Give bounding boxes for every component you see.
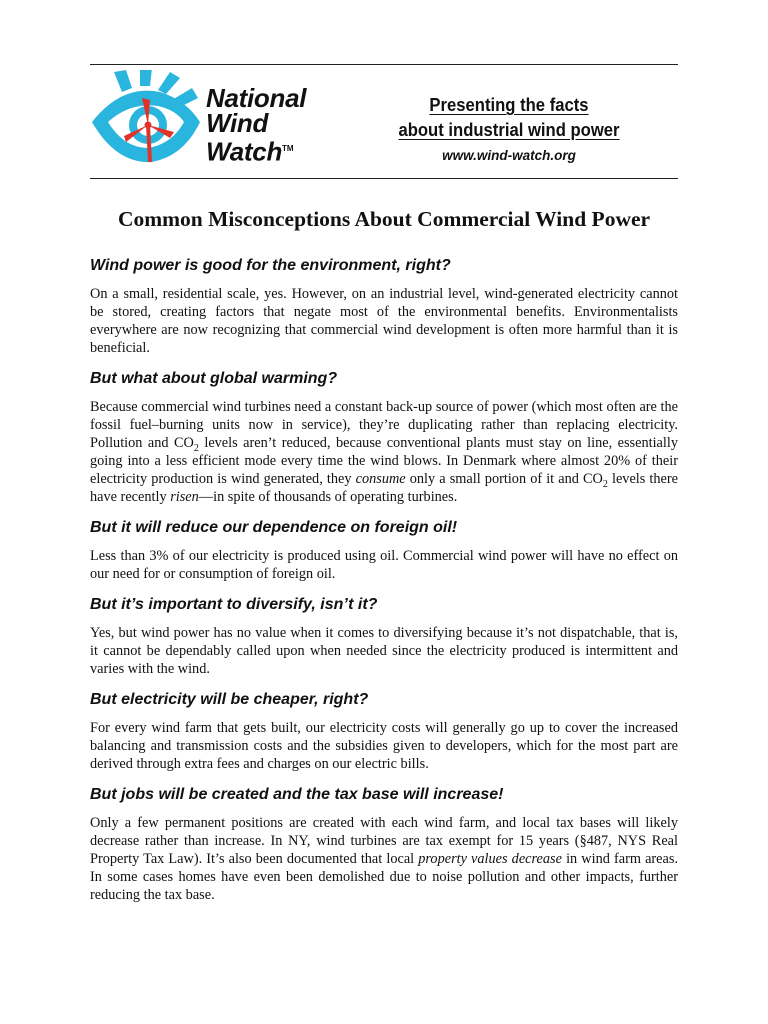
website-url: www.wind-watch.org — [442, 148, 576, 163]
question-foreign-oil: But it will reduce our dependence on foreign oil! — [90, 519, 458, 536]
answer-text: Only a few permanent positions are created with each wind farm, and local tax bases will likely decrease rather than increase. In NY, wind turbines are tax exempt for 15 years (§487, NYS Real Property Tax Law). It’s also been documented that local — [90, 815, 678, 867]
question-environment: Wind power is good for the environment, right? — [90, 257, 451, 274]
question-jobs-tax-base: But jobs will be created and the tax base will increase! — [90, 786, 504, 803]
tagline-line-1: Presenting the facts — [429, 94, 589, 115]
answer-text: in wind farm areas. In some cases homes have even been demolished due to noise pollution and other impacts, further reducing the tax base. — [90, 851, 679, 903]
brand-line-wind: Wind — [206, 108, 269, 138]
answer-text: —in spite of thousands of operating turbines. — [198, 489, 458, 505]
header-tagline — [368, 92, 650, 163]
answer-foreign-oil: Less than 3% of our electricity is produced using oil. Commercial wind power will have no effect on our need for or consumption of foreign oil. — [90, 548, 678, 582]
national-wind-watch-logo — [88, 70, 328, 174]
answer-global-warming — [90, 398, 678, 506]
question-diversify: But it’s important to diversify, isn’t it? — [90, 596, 378, 613]
question-cheaper-electricity: But electricity will be cheaper, right? — [90, 691, 369, 708]
brand-line-national: National — [206, 83, 307, 113]
answer-text: levels there have recently — [90, 471, 679, 505]
question-global-warming: But what about global warming? — [90, 370, 338, 387]
answer-text: levels aren’t reduced, because conventional plants must stay on line, essentially going into a less efficient mode every time the wind blows. In Denmark where almost 20% of their electricity production is wind generated, they — [90, 435, 678, 487]
faq-content — [90, 256, 678, 916]
co2-subscript: 2 — [193, 442, 199, 454]
answer-jobs-tax-base — [90, 814, 678, 904]
emphasis-consume: consume — [355, 471, 406, 487]
eye-turbine-logo-icon — [88, 70, 208, 174]
brand-name — [206, 83, 307, 167]
header-top-rule — [90, 64, 678, 65]
trademark-mark: TM — [282, 144, 294, 153]
answer-environment: On a small, residential scale, yes. However, on an industrial level, wind-generated electricity cannot be stored, creating factors that negate most of the environmental benefits. Environmentalists everywhere are now recognizing that commercial wind development is often more harmful than it is beneficial. — [90, 286, 678, 356]
brand-line-watch — [206, 136, 306, 165]
page-title: Common Misconceptions About Commercial Wind Power — [117, 207, 651, 231]
header-bottom-rule — [90, 178, 678, 179]
answer-cheaper-electricity: For every wind farm that gets built, our electricity costs will generally go up to cover the increased balancing and transmission costs and the subsidies given to developers, which for the most part are derived through extra fees and charges on our electric bills. — [90, 720, 678, 772]
tagline-line-2: about industrial wind power — [398, 119, 620, 140]
answer-diversify: Yes, but wind power has no value when it comes to diversifying because it’s not dispatchable, that is, it cannot be dependably called upon when needed since the electricity produced is intermittent and varies with the wind. — [90, 625, 678, 677]
brand-watch-text: Watch — [206, 136, 283, 167]
co2-subscript: 2 — [602, 478, 608, 490]
emphasis-risen: risen — [170, 489, 199, 505]
answer-text: Because commercial wind turbines need a constant back-up source of power (which most often are the fossil fuel–burning units now in service), they’re duplicating rather than replacing electricity. Pollution and CO — [90, 399, 678, 451]
emphasis-property-values: property values decrease — [418, 851, 562, 867]
answer-text: only a small portion of it and CO — [405, 471, 603, 487]
